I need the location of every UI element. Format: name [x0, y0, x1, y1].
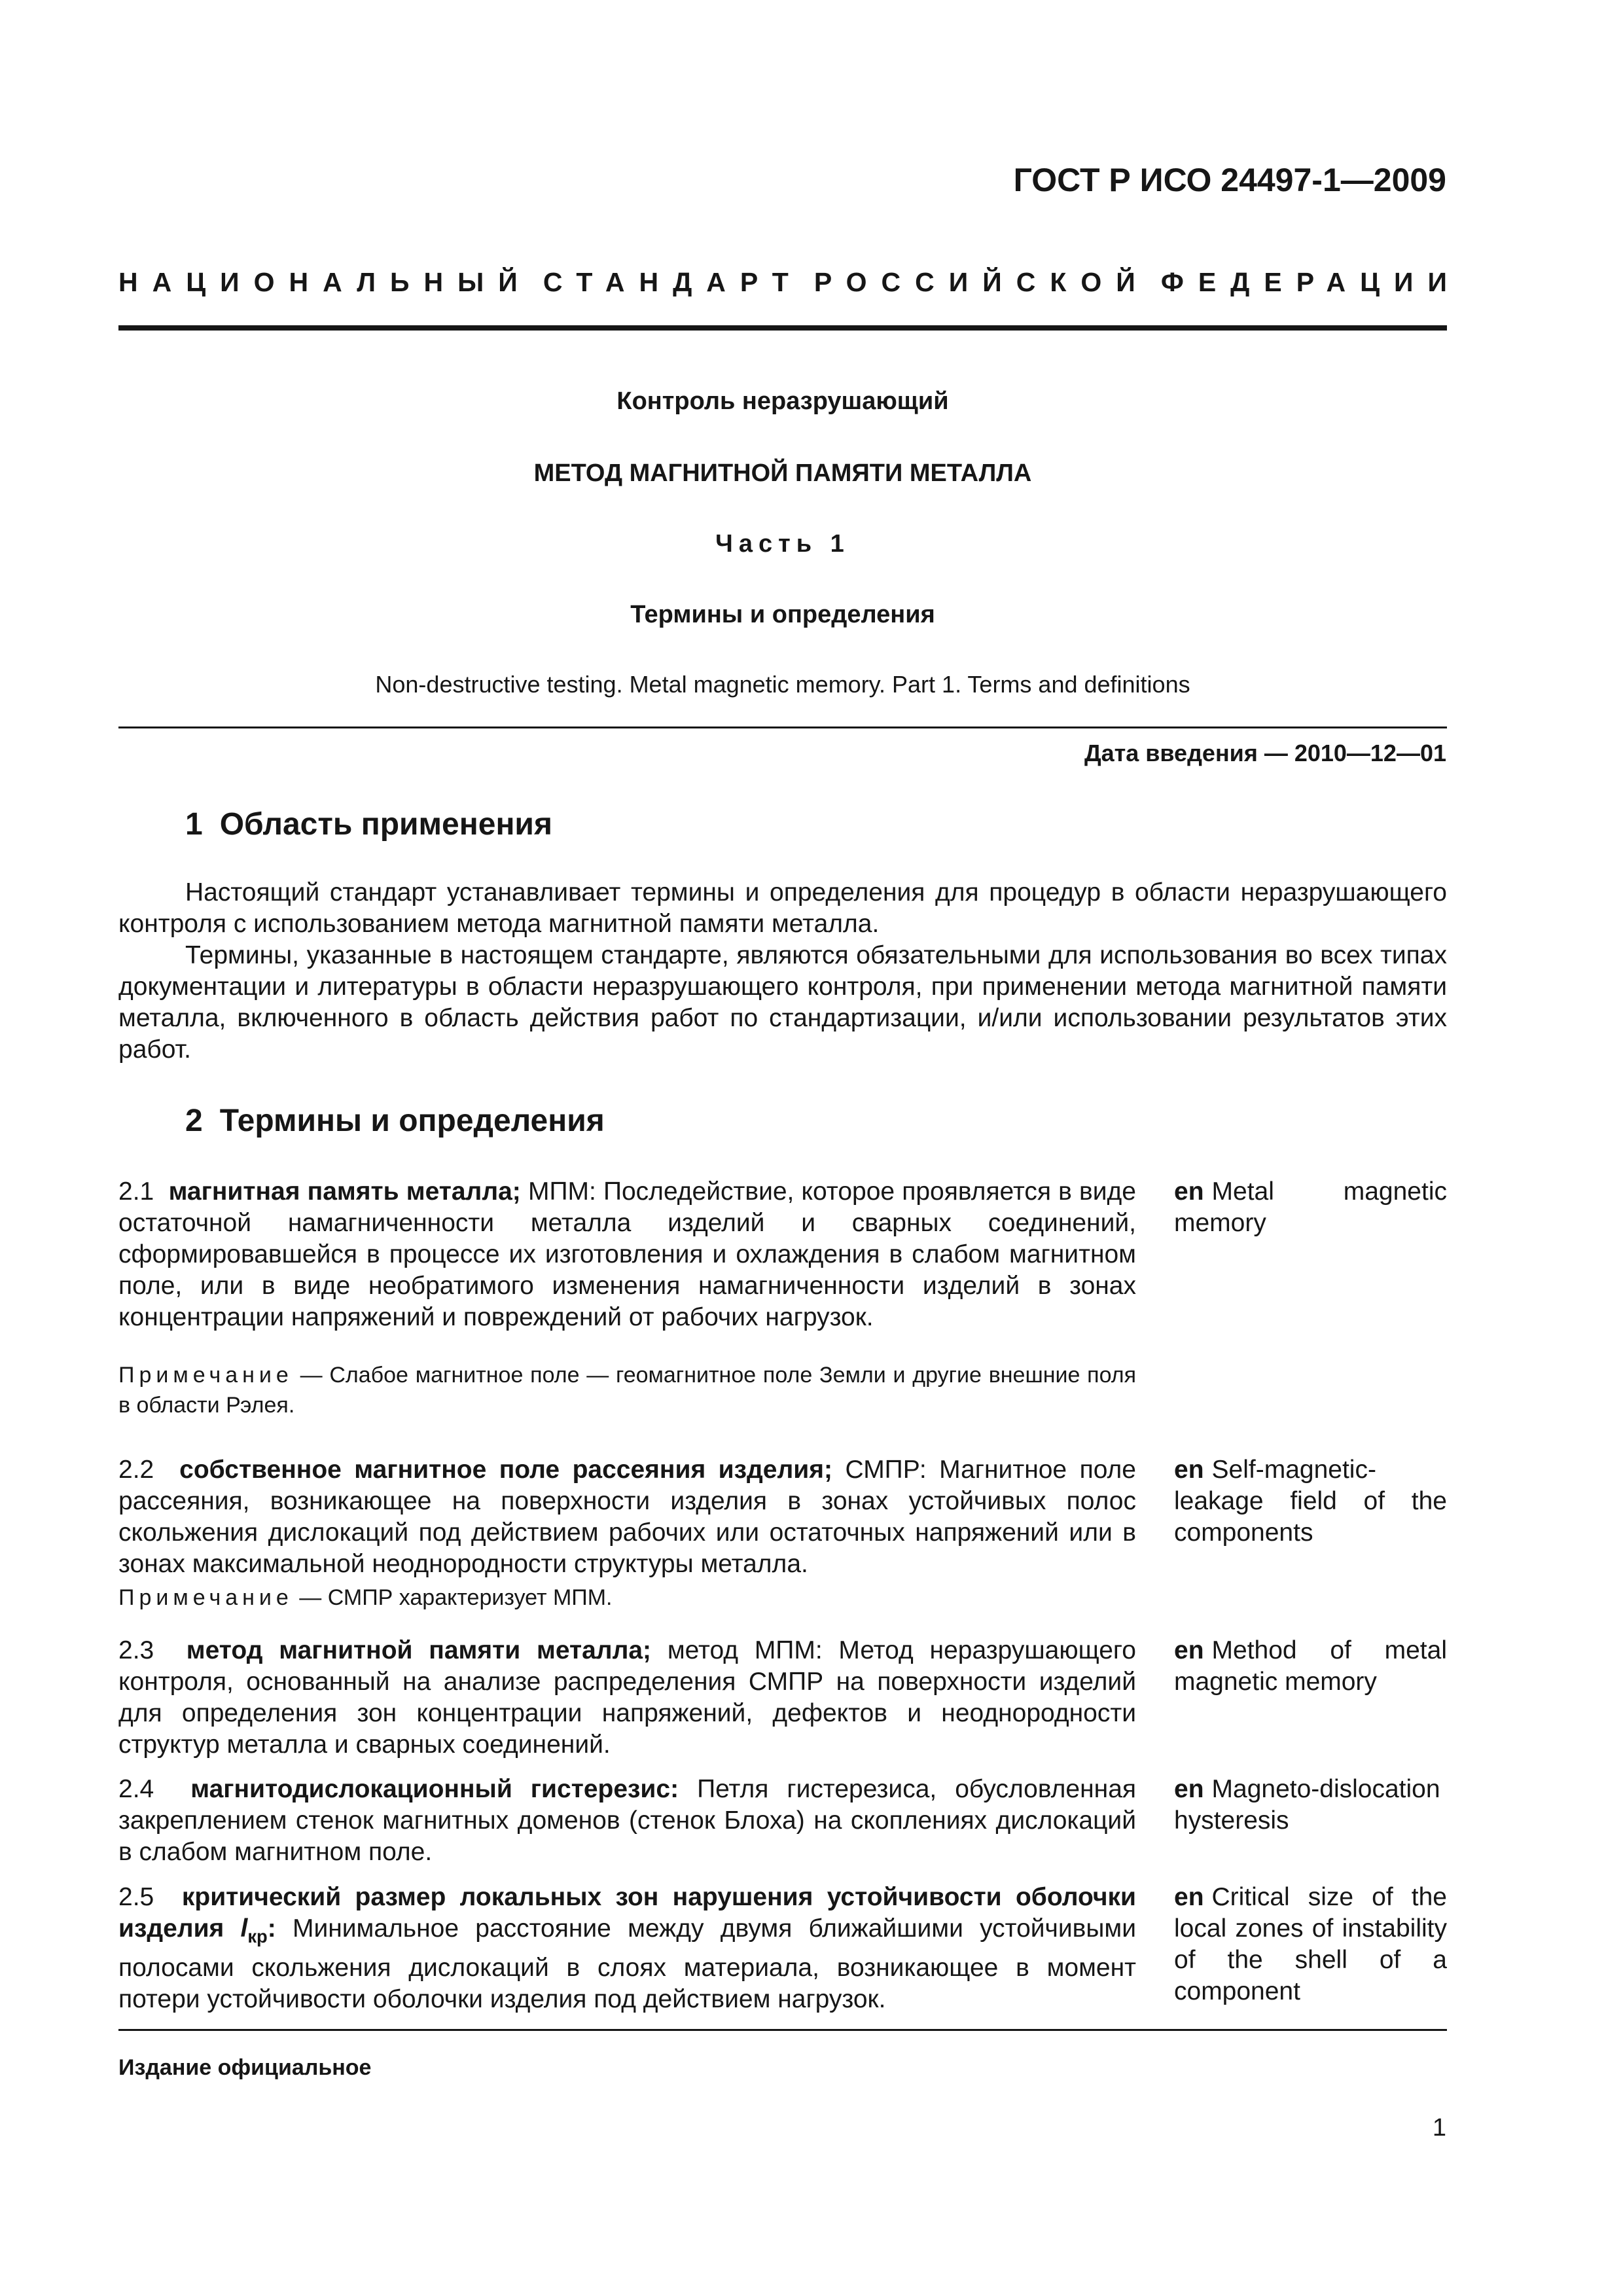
footer-rule: [118, 2029, 1447, 2031]
edition-label: Издание официальное: [118, 2055, 372, 2080]
term-number: 2.4: [118, 1775, 154, 1803]
term-number: 2.5: [118, 1883, 154, 1911]
term-name: магнитодислокационный гистерезис:: [190, 1775, 679, 1803]
english-equivalent: [1174, 1454, 1447, 1549]
term-entry: [118, 1454, 1136, 1580]
title-main: МЕТОД МАГНИТНОЙ ПАМЯТИ МЕТАЛЛА: [533, 459, 1032, 487]
english-term: Magneto-dislocation hysteresis: [1174, 1775, 1440, 1835]
note-label: Примечание: [118, 1363, 293, 1388]
term-entry: [118, 1774, 1136, 1868]
term-symbol-subscript: кр: [247, 1926, 268, 1946]
language-tag: en: [1174, 1775, 1204, 1803]
term-entry: [118, 1882, 1136, 2015]
title-english: Non-destructive testing. Metal magnetic memory. Part 1. Terms and definitions: [375, 671, 1190, 698]
term-number: 2.2: [118, 1456, 154, 1484]
section-heading: [185, 1103, 605, 1139]
section-title: Область применения: [219, 807, 552, 842]
term-definition: Петля гистерезиса, обусловленная закреплением стенок магнитных доменов (стенок Блоха) на скоплениях дислокаций в слабом магнитном поле.: [118, 1775, 1136, 1866]
term-number: 2.1: [118, 1177, 154, 1206]
language-tag: en: [1174, 1636, 1204, 1664]
section-number: 2: [185, 1103, 203, 1138]
english-equivalent: [1174, 1774, 1447, 1837]
english-term: Metal magnetic memory: [1174, 1177, 1447, 1237]
national-word: РОССИЙСКОЙ: [813, 267, 1150, 297]
title-rule: [118, 726, 1447, 728]
note-text: — СМПР характеризует МПМ.: [299, 1585, 613, 1610]
term-symbol: l: [240, 1914, 248, 1943]
title-part: Часть 1: [715, 530, 850, 558]
national-word: СТАНДАРТ: [543, 267, 803, 297]
section-heading: [185, 806, 552, 842]
national-word: НАЦИОНАЛЬНЫЙ: [118, 267, 532, 297]
section-body: [118, 877, 1447, 1066]
section-title: Термины и определения: [219, 1103, 605, 1138]
title-sub: Термины и определения: [630, 601, 935, 628]
title-field: Контроль неразрушающий: [616, 387, 949, 415]
term-definition: метод МПМ: Метод неразрушающего контроля, основанный на анализе распределения СМПР на поверхности изделий для определения зон концентрации напряжений, дефектов и неоднородности структур металла и сварных соединений.: [118, 1636, 1136, 1759]
term-definition: Минимальное расстояние между двумя ближайшими устойчивыми полосами скольжения дислокаций в слоях материала, возникающее в момент потери устойчивости оболочки изделия под действием нагрузок.: [118, 1914, 1136, 2013]
english-equivalent: [1174, 1882, 1447, 2007]
page-number: 1: [1432, 2114, 1446, 2142]
header-rule: [118, 325, 1447, 331]
language-tag: en: [1174, 1456, 1204, 1484]
term-name: магнитная память металла;: [168, 1177, 521, 1206]
document-number: ГОСТ Р ИСО 24497-1—2009: [1013, 162, 1446, 198]
english-term: Method of metal magnetic memory: [1174, 1636, 1447, 1696]
language-tag: en: [1174, 1883, 1204, 1911]
term-entry: [118, 1176, 1136, 1333]
term-definition: МПМ: Последействие, которое проявляется в виде остаточной намагниченности металла изделий и сварных соединений, сформировавшейся в процессе их изготовления и охлаждения в слабом магнитном поле, или в виде необратимого изменения намагниченности изделий в зонах концентрации напряжений и повреждений от рабочих нагрузок.: [118, 1177, 1137, 1331]
term-name: собственное магнитное поле рассеяния изделия;: [179, 1456, 832, 1484]
note-text: — Слабое магнитное поле — геомагнитное поле Земли и другие внешние поля в области Рэлея.: [118, 1363, 1137, 1418]
language-tag: en: [1174, 1177, 1204, 1206]
national-standard-heading: [118, 267, 1461, 298]
term-name: критический размер локальных зон нарушения устойчивости оболочки изделия $l_{кр}$:: [118, 1883, 1136, 1946]
introduction-date: Дата введения — 2010—12—01: [1084, 740, 1446, 766]
english-term: Critical size of the local zones of instability of the shell of a component: [1174, 1883, 1447, 2005]
term-note: [118, 1583, 1136, 1613]
national-word: ФЕДЕРАЦИИ: [1160, 267, 1461, 297]
paragraph: Настоящий стандарт устанавливает термины и определения для процедур в области неразрушающего контроля с использованием метода магнитной памяти металла.: [118, 878, 1447, 938]
term-name: метод магнитной памяти металла;: [186, 1636, 652, 1664]
paragraph: Термины, указанные в настоящем стандарте, являются обязательными для использования во всех типах документации и литературы в области неразрушающего контроля, при применении метода магнитной памяти металла, включенного в область действия работ по стандартизации, и/или использовании результатов этих работ.: [118, 941, 1447, 1064]
term-number: 2.3: [118, 1636, 154, 1664]
term-entry: [118, 1635, 1136, 1761]
english-equivalent: [1174, 1176, 1447, 1239]
term-definition: СМПР: Магнитное поле рассеяния, возникающее на поверхности изделия в зонах устойчивых полос скольжения дислокаций под действием рабочих или остаточных напряжений или в зонах максимальной неоднородности структуры металла.: [118, 1456, 1136, 1578]
english-equivalent: [1174, 1635, 1447, 1698]
note-label: Примечание: [118, 1585, 293, 1610]
english-term: Self-magnetic-leakage field of the components: [1174, 1456, 1447, 1547]
section-number: 1: [185, 807, 203, 842]
term-note: [118, 1360, 1136, 1420]
